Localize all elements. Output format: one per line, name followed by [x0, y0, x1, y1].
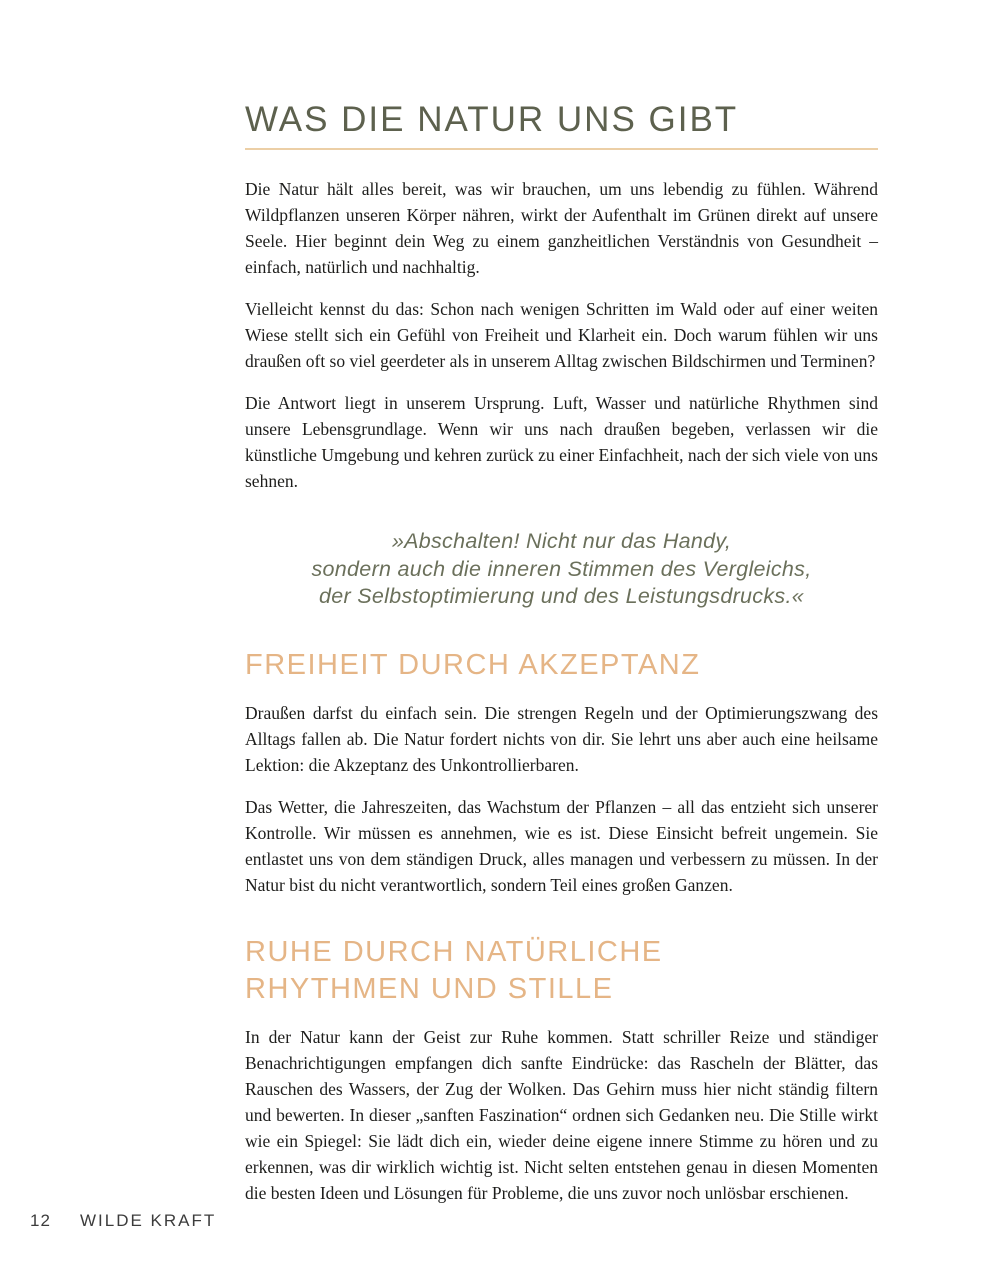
page-content [245, 0, 878, 1206]
section-heading-ruhe-durch-natuerliche-rhythmen [245, 934, 878, 1008]
title-rule [245, 148, 878, 150]
section-heading-freiheit-durch-akzeptanz [245, 647, 878, 684]
intro-paragraph-1: Die Natur hält alles bereit, was wir brauchen, um uns lebendig zu fühlen. Während Wildpflanzen unseren Körper nähren, wirkt der Aufenthalt im Grünen direkt auf unsere Seele. Hier beginnt dein Weg zu einem ganzheitlichen Verständnis von Gesundheit – einfach, natürlich und nachhaltig. [245, 179, 878, 277]
section-heading-line: FREIHEIT DURCH AKZEPTANZ [245, 648, 701, 681]
intro-paragraph-2: Vielleicht kennst du das: Schon nach wenigen Schritten im Wald oder auf einer weiten Wiese stellt sich ein Gefühl von Freiheit und Klarheit ein. Doch warum fühlen wir uns draußen oft so viel geerdeter als in unserem Alltag zwischen Bildschirmen und Terminen? [245, 299, 878, 371]
pull-quote-line-1: »Abschalten! Nicht nur das Handy, [391, 529, 732, 553]
chapter-title: WAS DIE NATUR UNS GIBT [245, 100, 739, 139]
section-heading-line: RHYTHMEN UND STILLE [245, 972, 614, 1005]
section-1-paragraph-1: Draußen darfst du einfach sein. Die strengen Regeln und der Optimierungszwang des Alltags fallen ab. Die Natur fordert nichts von dir. Sie lehrt uns aber auch eine heilsame Lektion: die Akzeptanz des Unkontrollierbaren. [245, 702, 878, 775]
pull-quote-line-3: der Selbstoptimierung und des Leistungsdrucks.« [319, 584, 804, 608]
page-number: 12 [30, 1211, 51, 1230]
section-1-paragraph-2: Das Wetter, die Jahreszeiten, das Wachstum der Pflanzen – all das entzieht sich unserer Kontrolle. Wir müssen es annehmen, wie es ist. Diese Einsicht befreit ungemein. Sie entlastet uns von dem ständigen Druck, alles managen und verbessern zu müssen. In der Natur bist du nicht verantwortlich, sondern Teil eines großen Ganzen. [245, 796, 878, 895]
running-title: WILDE KRAFT [80, 1211, 217, 1230]
section-2-paragraph-1: In der Natur kann der Geist zur Ruhe kommen. Statt schriller Reize und ständiger Benachrichtigungen empfangen dich sanfte Eindrücke: das Rascheln der Blätter, das Rauschen des Wassers, der Zug der Wolken. Das Gehirn muss hier nicht ständig filtern und bewerten. In dieser „sanften Faszination“ ordnen sich Gedanken neu. Die Stille wirkt wie ein Spiegel: Sie lädt dich ein, wieder deine eigene innere Stimme zu hören und zu erkennen, was dir wirklich wichtig ist. Nicht selten entstehen genau in diesen Momenten die besten Ideen und Lösungen für Probleme, die uns zuvor noch unlösbar erschienen. [245, 1026, 878, 1203]
pull-quote-line-2: sondern auch die inneren Stimmen des Vergleichs, [311, 556, 812, 581]
section-heading-line: RUHE DURCH NATÜRLICHE [245, 935, 663, 968]
intro-paragraph-3: Die Antwort liegt in unserem Ursprung. Luft, Wasser und natürliche Rhythmen sind unsere Lebensgrundlage. Wenn wir uns nach draußen begeben, verlassen wir die künstliche Umgebung und kehren zurück zu einer Einfachheit, nach der sich viele von uns sehnen. [245, 393, 878, 491]
pull-quote [245, 528, 878, 611]
